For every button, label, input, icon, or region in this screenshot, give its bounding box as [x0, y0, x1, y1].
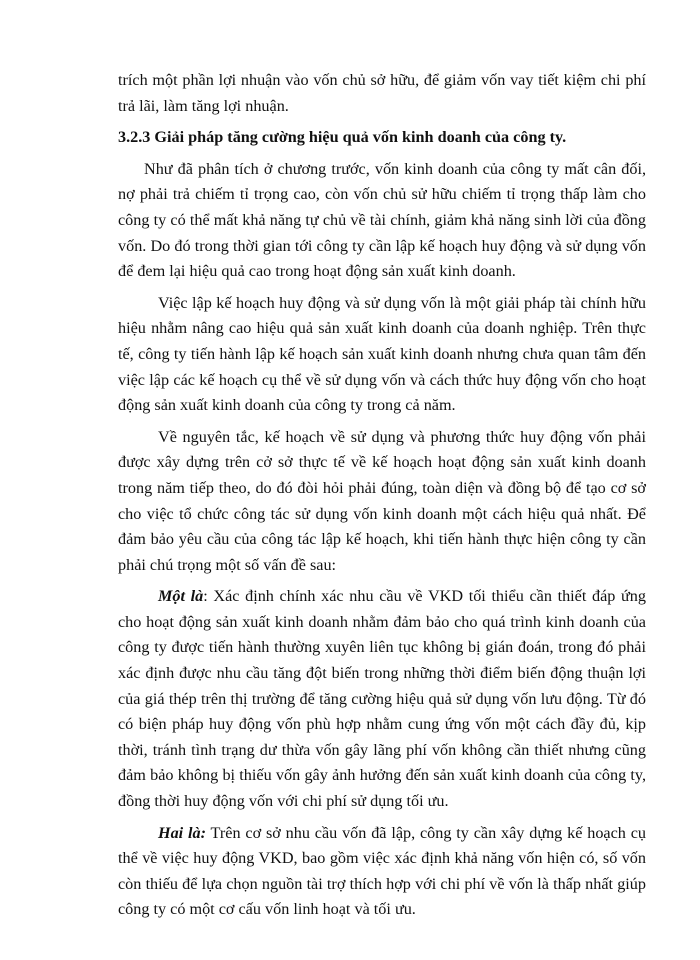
item-two-label: Hai là: [158, 823, 207, 842]
paragraph-planning: Việc lập kế hoạch huy động và sử dụng vốn là một giải pháp tài chính hữu hiệu nhằm nâng cao hiệu quả sản xuất kinh doanh của doanh nghiệp. Trên thực tế, công ty tiến hành lập kế hoạch sản xuất kinh doanh nhưng chưa quan tâm đến việc lập các kế hoạch cụ thể về sử dụng vốn và cách thức huy động vốn cho hoạt động sản xuất kinh doanh của công ty trong cả năm. [118, 293, 646, 415]
item-one-label: Một là [158, 587, 204, 606]
section-heading: 3.2.3 Giải pháp tăng cường hiệu quả vốn kinh doanh của công ty. [118, 128, 567, 147]
item-one-paragraph [118, 584, 646, 814]
document-page [118, 68, 646, 929]
item-two-paragraph [118, 821, 646, 923]
continuation-paragraph: trích một phần lợi nhuận vào vốn chủ sở hữu, để giảm vốn vay tiết kiệm chi phí trả lãi, làm tăng lợi nhuận. [118, 71, 646, 115]
item-two-text: Trên cơ sở nhu cầu vốn đã lập, công ty cần xây dựng kế hoạch cụ thể về việc huy động VKD, bao gồm việc xác định khả năng vốn hiện có, số vốn còn thiếu để lựa chọn nguồn tài trợ thích hợp với chi phí về vốn là thấp nhất giúp công ty có một cơ cấu vốn linh hoạt và tối ưu. [118, 823, 646, 919]
item-one-text: : Xác định chính xác nhu cầu về VKD tối thiểu cần thiết đáp ứng cho hoạt động sản xuất kinh doanh nhằm đảm bảo cho quá trình kinh doanh của công ty được tiến hành thường xuyên liên tục không bị gián đoán, trong đó phải xác định được nhu cầu tăng đột biến trong những thời điểm biến động thuận lợi của giá thép trên thị trường để tăng cường hiệu quả sử dụng vốn lưu động. Từ đó có biện pháp huy động vốn phù hợp nhằm cung ứng vốn một cách đầy đủ, kịp thời, tránh tình trạng dư thừa vốn gây lãng phí vốn không cần thiết nhưng cũng đảm bảo không bị thiếu vốn gây ảnh hưởng đến sản xuất kinh doanh của công ty, đồng thời huy động vốn với chi phí sử dụng tối ưu. [118, 587, 646, 811]
paragraph-principles: Về nguyên tắc, kế hoạch về sử dụng và phương thức huy động vốn phải được xây dựng trên cở sở thực tế về kế hoạch hoạt động sản xuất kinh doanh trong năm tiếp theo, do đó đòi hỏi phải đúng, toàn diện và đồng bộ để tạo cơ sở cho việc tổ chức công tác sử dụng vốn kinh doanh một cách hiệu quả nhất. Để đảm bảo yêu cầu của công tác lập kế hoạch, khi tiến hành thực hiện công ty cần phải chú trọng một số vấn đề sau: [118, 427, 646, 574]
paragraph-analysis: Như đã phân tích ở chương trước, vốn kinh doanh của công ty mất cân đối, nợ phải trả chiếm tỉ trọng cao, còn vốn chủ sử hữu chiếm tỉ trọng thấp làm cho công ty có thể mất khả năng tự chủ về tài chính, giảm khả năng sinh lời của đồng vốn. Do đó trong thời gian tới công ty cần lập kế hoạch huy động và sử dụng vốn để đem lại hiệu quả cao trong hoạt động sản xuất kinh doanh. [118, 159, 646, 281]
